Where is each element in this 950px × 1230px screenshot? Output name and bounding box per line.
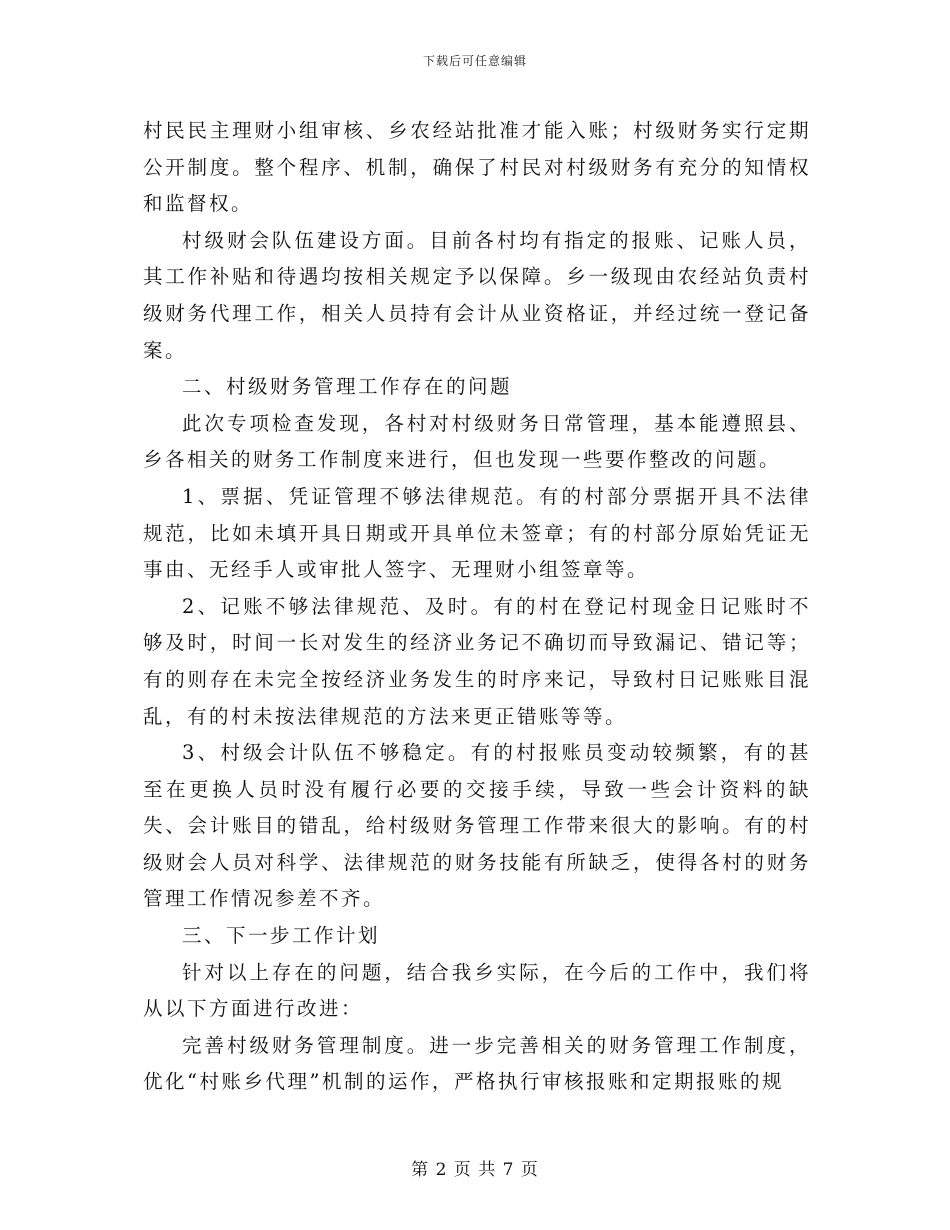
paragraph-8: 完善村级财务管理制度。进一步完善相关的财务管理工作制度，优化“村账乡代理”机制的运作，严格执行审核报账和定期报账的规 — [143, 1033, 811, 1094]
document-body — [143, 113, 811, 1101]
paragraph-1: 村民民主理财小组审核、乡农经站批准才能入账；村级财务实行定期公开制度。整个程序、机制，确保了村民对村级财务有充分的知情权和监督权。 — [143, 119, 811, 216]
paragraph-3: 此次专项检查发现，各村对村级财务日常管理，基本能遵照县、乡各相关的财务工作制度来进行，但也发现一些要作整改的问题。 — [143, 411, 811, 472]
paragraph-4: 1、票据、凭证管理不够法律规范。有的村部分票据开具不法律规范，比如未填开具日期或开具单位未签章；有的村部分原始凭证无事由、无经手人或审批人签字、无理财小组签章等。 — [143, 484, 811, 582]
paragraph-2: 村级财会队伍建设方面。目前各村均有指定的报账、记账人员，其工作补贴和待遇均按相关规定予以保障。乡一级现由农经站负责村级财务代理工作，相关人员持有会计从业资格证，并经过统一登记备案。 — [143, 228, 811, 362]
page-header: 下载后可任意编辑 — [422, 54, 527, 68]
section-heading-2: 二、村级财务管理工作存在的问题 — [182, 375, 513, 399]
paragraph-6: 3、村级会计队伍不够稳定。有的村报账员变动较频繁，有的甚至在更换人员时没有履行必要的交接手续，导致一些会计资料的缺失、会计账目的错乱，给村级财务管理工作带来很大的影响。有的村级财会人员对科学、法律规范的财务技能有所缺乏，使得各村的财务管理工作情况参差不齐。 — [143, 741, 811, 911]
page-footer: 第 2 页 共 7 页 — [411, 1160, 539, 1180]
paragraph-5: 2、记账不够法律规范、及时。有的村在登记村现金日记账时不够及时，时间一长对发生的经济业务记不确切而导致漏记、错记等；有的则存在未完全按经济业务发生的时序来记，导致村日记账账目混乱，有的村未按法律规范的方法来更正错账等等。 — [143, 594, 811, 728]
paragraph-7: 针对以上存在的问题，结合我乡实际，在今后的工作中，我们将从以下方面进行改进： — [143, 960, 811, 1021]
section-heading-3: 三、下一步工作计划 — [182, 924, 381, 948]
